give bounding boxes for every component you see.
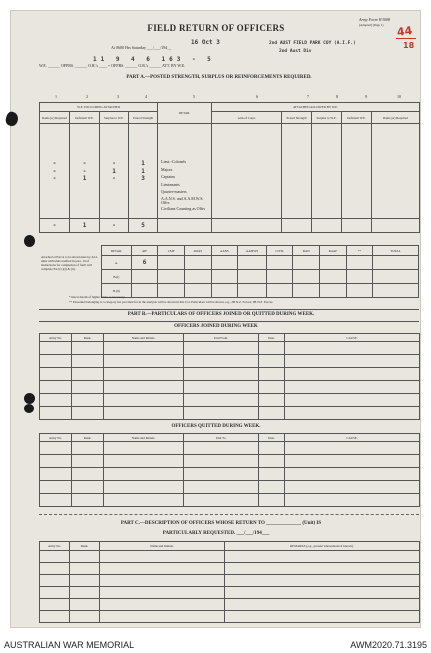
joined-row (40, 381, 420, 394)
detail-head: CIVIL (266, 246, 293, 256)
quitted-head: Unit To. (184, 434, 259, 442)
hand-value: 1 (112, 167, 116, 175)
total-cell (372, 219, 420, 233)
hand-value: - (52, 160, 57, 167)
perforation-line (39, 514, 419, 515)
detail-hand-value: 6 (142, 258, 147, 266)
detail-cell (211, 270, 238, 284)
part-c-head: REMARKS (e.g., present whereabouts if known). (225, 542, 420, 551)
form-title: FIELD RETURN OF OFFICERS (147, 23, 285, 33)
detail-cell (131, 270, 158, 284)
col-number: 8 (336, 94, 338, 99)
total-value: 5 (141, 221, 145, 229)
hand-col-3 (100, 124, 129, 219)
we-line: W.E. ______ OFFRS. ______ O.R.'s ____ + OFFRS. ______ O.R.'s ______ ATT. BY W.E. (39, 63, 186, 68)
total-cell (342, 219, 372, 233)
part-c-line-1: PART C.—DESCRIPTION OF OFFICERS WHOSE RETURN TO ______________ (Unit) IS (120, 521, 322, 526)
handwritten-unit-2: 2nd Aust Div (279, 49, 312, 54)
joined-head: Date. (259, 334, 285, 342)
detail-row-label: B.(i) (102, 270, 132, 284)
red-stamp-number: 44 (396, 23, 414, 40)
detail-head: AANS (211, 246, 238, 256)
joined-title: OFFICERS JOINED DURING WEEK (174, 324, 258, 329)
hand-value: - (112, 160, 116, 167)
handwritten-unit: 2nd AUST FIELD PARK COY (A.I.F.) (269, 41, 356, 46)
detail-cell (238, 270, 267, 284)
detail-cell (293, 256, 320, 270)
total-cell (158, 219, 212, 233)
hand-value: 1 (141, 167, 145, 175)
detail-cell (320, 256, 347, 270)
col-head: Arm of Corps (212, 112, 282, 124)
hand-col-1 (40, 124, 70, 219)
joined-row (40, 407, 420, 420)
detail-header: DETAIL (158, 103, 212, 124)
part-c-line-2: PARTICULARLY REQUESTED. ___/___/194___ (162, 531, 270, 536)
joined-table (39, 333, 420, 420)
detail-table (101, 245, 419, 298)
column-numbers (37, 94, 417, 102)
total-cell (129, 219, 158, 233)
punch-hole (24, 404, 34, 413)
quitted-head: CAUSE. (285, 434, 420, 442)
col-number: 3 (117, 94, 119, 99)
hand-value: - (112, 175, 116, 182)
attached-cell (312, 124, 342, 219)
hand-value: - (52, 167, 57, 175)
detail-cell (373, 270, 419, 284)
attached-cell (282, 124, 312, 219)
total-value: - (52, 221, 57, 229)
col-number: 10 (397, 94, 401, 99)
hand-value: - (82, 167, 87, 175)
col-head: Rank (or) Required (372, 112, 420, 124)
detail-head: AAMWS (238, 246, 267, 256)
detail-head: AIF (131, 246, 158, 256)
attached-note: Attached at Part A to be shown here by ALL units with units notified in para. 16 of instructions for completion of form will complete Part (C)(i) & (ii). (41, 255, 98, 271)
joined-row (40, 368, 420, 381)
hand-value: 3 (141, 175, 145, 182)
detail-head: CMF (158, 246, 185, 256)
part-c-row (40, 551, 420, 563)
col-head: Deficient W.E. (342, 112, 372, 124)
quitted-row (40, 442, 420, 455)
detail-head: TOTAL (373, 246, 419, 256)
attached-cell (342, 124, 372, 219)
we-excl-header: W.E. EXCLUDING ATTACHED (40, 103, 158, 112)
detail-cell (266, 270, 293, 284)
col-head: Surplus to W.E. (100, 112, 129, 124)
part-a-heading: PART A.—POSTED STRENGTH, SURPLUS OR REINFORCEMENTS REQUIRED. (126, 75, 312, 80)
detail-head: DETAIL (102, 246, 132, 256)
hand-col-4 (129, 124, 158, 219)
detail-cell (266, 256, 293, 270)
part-b-heading: PART B.—PARTICULARS OF OFFICERS JOINED OR QUITTED DURING WEEK. (127, 312, 315, 317)
divider (39, 309, 419, 310)
joined-head: Name and Initials. (104, 334, 184, 342)
part-c-row (40, 575, 420, 587)
rank-list (158, 124, 212, 219)
col-head: Rank (or) Required (40, 112, 70, 124)
col-head: Deficient W.E. (70, 112, 100, 124)
quitted-title: OFFICERS QUITTED DURING WEEK. (171, 424, 261, 429)
detail-cell (131, 256, 158, 270)
total-cell (212, 219, 282, 233)
rank-label: Lieutenants (161, 181, 180, 187)
joined-head: Rank. (72, 334, 104, 342)
divider (39, 321, 419, 322)
handwritten-we: 11 9 4 6 163 - 5 (93, 56, 215, 63)
col-number: 6 (256, 94, 258, 99)
col-number: 5 (193, 94, 195, 99)
joined-head: Unit From. (184, 334, 259, 342)
detail-head: RAAF (320, 246, 347, 256)
quitted-head: Name and Initials. (104, 434, 184, 442)
rank-label: Quarter-masters (161, 189, 187, 194)
form-sheet (10, 10, 421, 628)
detail-row-label: A. (102, 256, 132, 270)
detail-cell (373, 256, 419, 270)
attached-cell (372, 124, 420, 219)
joined-head: Army No. (40, 334, 72, 342)
red-stamp-sub: 18 (403, 41, 415, 50)
detail-cell (320, 270, 347, 284)
joined-row (40, 394, 420, 407)
part-c-head: Rank. (70, 542, 100, 551)
rank-label: Civilians Counting as Offrs (161, 205, 206, 211)
quitted-row (40, 494, 420, 507)
col-number: 9 (365, 94, 367, 99)
part-a-table (39, 102, 420, 233)
hand-value: - (82, 160, 87, 167)
total-value: 1 (82, 221, 87, 229)
rank-label: Captains (161, 174, 176, 179)
part-c-row (40, 599, 420, 611)
hand-value: - (52, 175, 57, 182)
quitted-row (40, 455, 420, 468)
detail-head: AWAS (184, 246, 211, 256)
total-cell (282, 219, 312, 233)
quitted-head: Date. (259, 434, 285, 442)
detail-cell (158, 270, 185, 284)
red-stamp-rule (396, 38, 416, 39)
army-form-adapted: (Adapted) (Page 1) (359, 23, 384, 27)
punch-hole (24, 393, 35, 404)
total-cell (70, 219, 100, 233)
detail-row-label: B.(ii) (102, 284, 132, 298)
footnote-1: * Insert details of higher ranks as necessary. (69, 295, 126, 299)
total-cell (100, 219, 129, 233)
part-c-head: Name and Initials. (100, 542, 225, 551)
part-c-table (39, 541, 420, 623)
punch-hole (24, 235, 35, 247)
detail-cell (346, 270, 373, 284)
rank-label: Lieut.-Colonels (161, 159, 187, 164)
detail-cell (293, 270, 320, 284)
joined-head: CAUSE. (285, 334, 420, 342)
col-head: Posted Strength (282, 112, 312, 124)
part-c-row (40, 587, 420, 599)
quitted-head: Army No. (40, 434, 72, 442)
detail-cell (346, 256, 373, 270)
col-number: 7 (307, 94, 309, 99)
joined-row (40, 355, 420, 368)
detail-cell (158, 256, 185, 270)
detail-cell (238, 256, 267, 270)
detail-cell (184, 270, 211, 284)
quitted-table (39, 433, 420, 507)
detail-head: RAN (293, 246, 320, 256)
footnote-2: ** Personnel belonging to a category not provided for in the analysis will be shown in this Col. Particulars will be shown, e.g., 2B N.Z. Forces; 2B N.Z. Forces. (69, 300, 274, 304)
quitted-head: Rank. (72, 434, 104, 442)
hand-col-2 (70, 124, 100, 219)
joined-row (40, 342, 420, 355)
detail-head: ** (346, 246, 373, 256)
part-c-row (40, 563, 420, 575)
handwritten-date: 16 Oct 3 (191, 39, 220, 46)
caption-right: AWM2020.71.3195 (350, 640, 427, 650)
col-number: 2 (86, 94, 88, 99)
col-number: 1 (55, 94, 57, 99)
hand-value: 1 (141, 160, 145, 167)
detail-cell (184, 256, 211, 270)
col-head: Surplus to W.E. (312, 112, 342, 124)
rank-label: A.A.N.S. and A.A.M.W.S. Offrs (161, 195, 204, 205)
rank-label: Majors (161, 166, 173, 172)
total-cell (40, 219, 70, 233)
attached-cell (212, 124, 282, 219)
col-head: Posted Strength (129, 112, 158, 124)
quitted-row (40, 468, 420, 481)
total-cell (312, 219, 342, 233)
att-allowed-header: ATTACHED ALLOWED BY W.E. (212, 103, 420, 112)
army-form-number: Army Form W3008 (359, 17, 390, 22)
hand-value: 1 (82, 175, 87, 182)
quitted-row (40, 481, 420, 494)
caption-bar (0, 638, 431, 653)
col-number: 4 (145, 94, 147, 99)
part-c-head: Army No. (40, 542, 70, 551)
at-line: At 0600 Hrs Saturday ___/___/194__ (111, 45, 172, 50)
part-c-row (40, 611, 420, 623)
caption-left: AUSTRALIAN WAR MEMORIAL (4, 640, 135, 650)
detail-cell (211, 256, 238, 270)
total-value: - (112, 221, 116, 229)
